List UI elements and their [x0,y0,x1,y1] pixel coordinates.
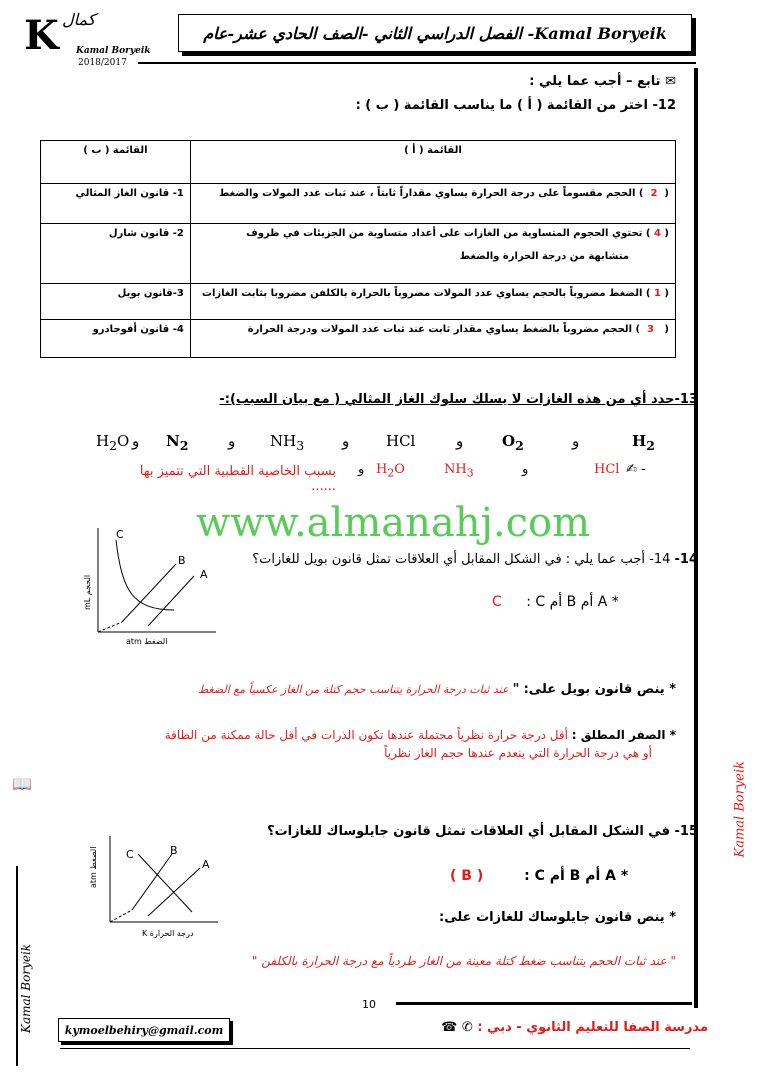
gay-lussac-graph [82,832,222,942]
absolute-zero: * الصفر المطلق : أقل درجة حرارة نظرياً محتملة عندها تكون الذرات في أقل حالة ممكنة من الطاقة أو هي درجة الحرارة التي ينعدم عندها حجم الغاز نظرياً [164,728,676,760]
footer-rule [396,1002,692,1005]
gay-lussac-law-text: " عند ثبات الحجم يتناسب ضغط كتلة معينة من الغاز طردياً مع درجة الحرارة بالكلفن " [251,954,676,968]
left-signature: Kamal Boryeik [16,866,20,1066]
header-divider [138,62,696,64]
svg-text:C: C [116,528,124,541]
email-box: kymoelbehiry@gmail.com [58,1018,230,1042]
col-a-header: القائمة ( أ ) [190,141,675,184]
gas-list: $H_2O$ و $N_2$ و $NH_3$ و HCl و $O_2$ و $H_2$ [96,432,655,453]
logo-letter: K [24,12,59,59]
q13-text: 13-حدد أي من هذه الغازات لا يسلك سلوك الغاز المثالي ( مع بيان السبب):- [219,392,698,407]
svg-text:mL الحجم: mL الحجم [83,574,92,610]
svg-text:A: A [200,568,208,581]
col-b-header: القائمة ( ب ) [41,141,191,184]
svg-text:B: B [178,554,186,567]
school-name: مدرسة الصفا للتعليم الثانوي - دبي : ✆ ☎ [441,1020,708,1035]
continue-heading: ✉ تابع – أجب عما يلي : [529,74,676,89]
footer-bottom-rule [60,1048,690,1049]
q15-text: 15- في الشكل المقابل أي العلاقات تمثل قانون جايلوساك للغازات؟ [267,824,698,839]
svg-text:atm الضغط: atm الضغط [126,637,168,646]
boyle-law: * ينص قانون بويل على: " عند ثبات درجة الحرارة يتناسب حجم كتلة من الغاز عكسياً مع الضغط [198,682,676,697]
phone-icon: ☎ [441,1020,458,1035]
svg-text:B: B [170,844,178,857]
logo-year: 2018/2017 [78,58,127,68]
watermark: www.almanahj.com [196,500,591,546]
q13-answer: بسبب الخاصية القطبية التي تتميز بها ...... $H_2O$ و $NH_3$ و HCl ✍ - [139,462,646,494]
q14-answer: C * A أم B أم C : [492,594,619,610]
table-row: ( 1 ) الضغط مضروباً بالحجم يساوي عدد المولات مضروباً بالحرارة بالكلفن مضروبا بثابت الغازات 3-قانون بويل [41,284,676,320]
mobile-icon: ✆ [461,1020,473,1035]
right-margin-rule [694,68,698,1008]
mail-icon: ✉ [665,74,676,89]
svg-text:C: C [126,848,134,861]
boyle-graph [82,520,222,650]
q15-answer: ( B ) * A أم B أم C : [450,868,629,884]
book-icon: 📖 [12,774,32,793]
table-row: ( 3 ) الحجم مضروباً بالضغط يساوي مقدار ثابت عند ثبات عدد المولات ودرجة الحرارة 4- قانون أفوجادرو [41,320,676,358]
logo-script: كمال [62,10,96,29]
matching-table [40,140,676,358]
q12-text: 12- اختر من القائمة ( أ ) ما يناسب القائمة ( ب ) : [355,98,676,113]
logo [6,6,156,72]
right-signature: Kamal Boryeik [732,761,748,858]
logo-author: Kamal Boryeik [76,46,151,56]
page-title: Kamal Boryeik- الفصل الدراسي الثاني -الصف الحادي عشر-عام [178,14,692,52]
table-row: ( 4 ) تحتوي الحجوم المتساوية من الغازات على أعداد متساوية من الجزيئات في ظروف متشابهة من درجة الحرارة والضغط 2- قانون شارل [41,224,676,284]
svg-text:A: A [202,858,210,871]
q14-text: 14- 14- أجب عما يلي : في الشكل المقابل أي العلاقات تمثل قانون بويل للغازات؟ [252,552,698,567]
svg-text:K درجة الحرارة: K درجة الحرارة [142,929,194,938]
gay-lussac-law-label: * ينص قانون جايلوساك للغازات على: [439,910,676,925]
page-number: 10 [362,998,376,1011]
svg-text:atm الضغط: atm الضغط [89,846,98,888]
table-row: ( 2 ) الحجم مقسوماً على درجة الحرارة يساوي مقداراً ثابتاً ، عند ثبات عدد المولات والضغط 1- قانون الغاز المثالي [41,184,676,224]
